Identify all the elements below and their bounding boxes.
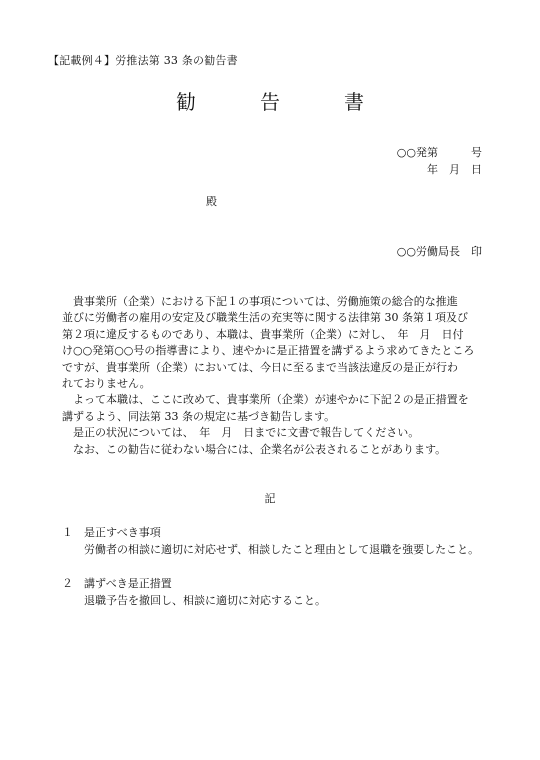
body-line: れておりません。	[62, 377, 151, 391]
item-heading: 是正すべき事項	[84, 526, 161, 539]
body-line: 並びに労働者の雇用の安定及び職業生活の充実等に関する法律第 30 条第１項及び	[62, 311, 468, 325]
document-number: ○○発第 号	[396, 146, 482, 159]
body-text	[62, 294, 482, 458]
item-number: ２	[62, 577, 73, 590]
document-date: 年 月 日	[427, 163, 482, 176]
addressee: 殿	[206, 195, 217, 208]
ki-heading: 記	[264, 492, 276, 505]
item-heading: 講ずべき是正措置	[84, 577, 172, 590]
document-caption: 【記載例４】労推法第 33 条の勧告書	[48, 54, 238, 67]
item-number: １	[62, 526, 73, 539]
body-line: 第２項に違反するものであり、本職は、貴事業所（企業）に対し、 年 月 日付	[62, 327, 464, 341]
document-title: 勧 告 書	[176, 90, 386, 114]
body-line: 講ずるよう、同法第 33 条の規定に基づき勧告します。	[62, 409, 336, 423]
item-text: 労働者の相談に適切に対応せず、相談したこと理由として退職を強要したこと。	[84, 543, 480, 556]
body-line: け○○発第○○号の指導書により、速やかに是正措置を講ずるよう求めてきたところ	[62, 344, 475, 358]
body-line: なお、この勧告に従わない場合には、企業名が公表されることがあります。	[73, 442, 447, 456]
item-text: 退職予告を撤回し、相談に適切に対応すること。	[84, 594, 326, 607]
body-line: 貴事業所（企業）における下記１の事項については、労働施策の総合的な推進	[73, 295, 458, 308]
body-line: ですが、貴事業所（企業）においては、今日に至るまで当該法違反の是正が行わ	[62, 360, 458, 374]
body-line: よって本職は、ここに改めて、貴事業所（企業）が速やかに下記２の是正措置を	[73, 393, 469, 407]
issuer: ○○労働局長 印	[396, 245, 482, 258]
body-line: 是正の状況については、 年 月 日までに文書で報告してください。	[73, 426, 420, 440]
